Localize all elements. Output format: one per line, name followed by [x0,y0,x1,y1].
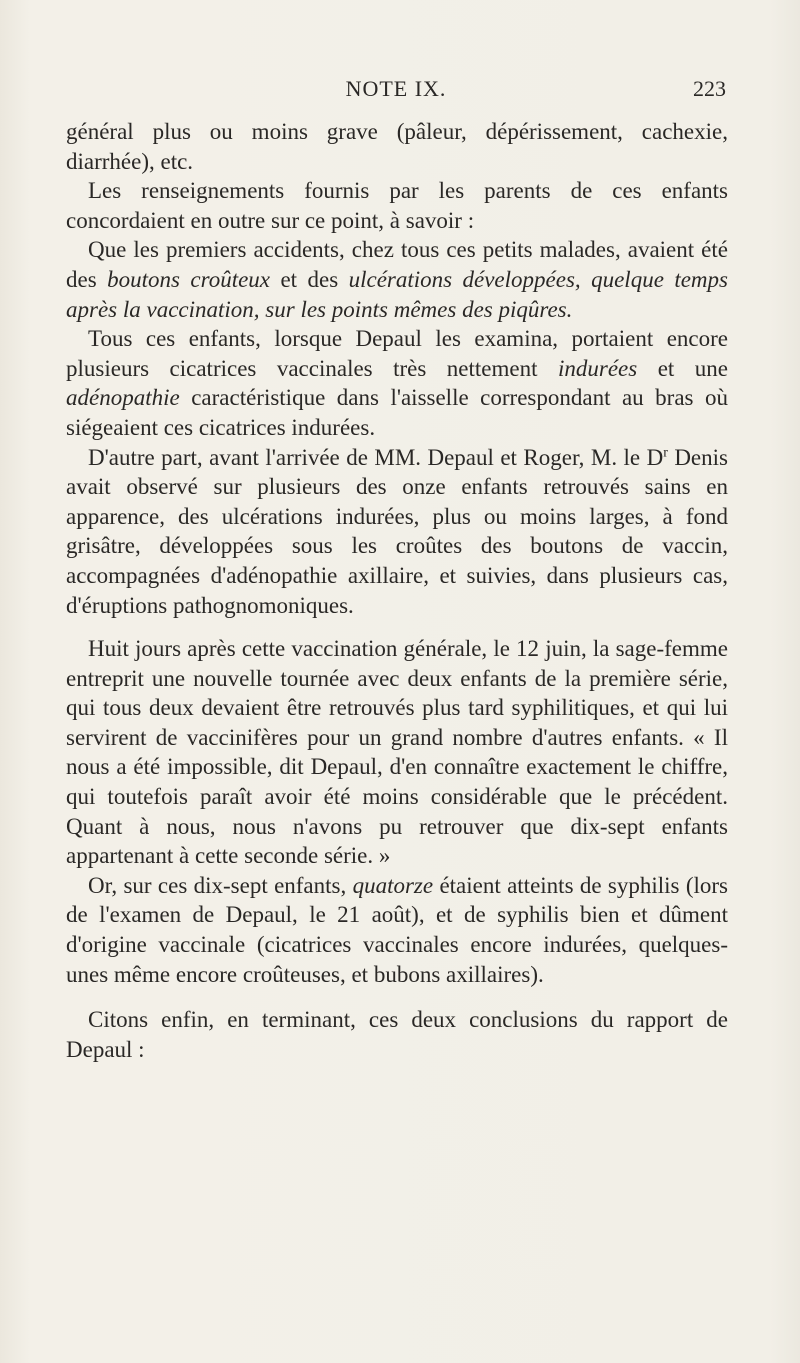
paragraph-4-italic-d: adénopathie [66,385,180,411]
paragraph-7-text-c: étaient atteints de syphilis (lors de l'examen de Depaul, le 21 août), et de syphilis bien et dûment d'origine vaccinale (cicatrices vaccinales encore indurées, quelques-unes même encore croûteuses, et bubons axillaires). [66,872,728,987]
paragraph-5-text-a: D'autre part, avant l'arrivée de MM. Depaul et Roger, M. le D [88,444,664,470]
paragraph-8: Citons enfin, en terminant, ces deux conclusions du rapport de Depaul : [66,1007,728,1062]
paragraph-7-text-a: Or, sur ces dix-sept enfants, [88,872,353,898]
paragraph-5 [66,443,728,621]
paragraph-3 [66,235,728,324]
paragraph-3-italic-d: ulcérations développées, quelque temps après la vaccination, sur les points mêmes des piqûres. [66,266,728,322]
paragraph-5-superscript: r [663,444,668,460]
page-number: 223 [693,76,726,101]
paragraph-4-text-e: caractéristique dans l'aisselle correspondant au bras où siégeaient ces cicatrices indurées. [66,385,728,440]
paragraph-5-text-b: Denis avait observé sur plusieurs des onze enfants retrouvés sains en apparence, des ulcérations indurées, plus ou moins larges, à fond grisâtre, développées sous les croûtes des boutons de vaccin, accompagnées d'adénopathie axillaire, et suivies, dans plusieurs cas, d'éruptions pathognomoniques. [66,444,728,618]
paragraph-7-italic-b: quatorze [352,872,434,898]
paragraph-4-text-a: Tous ces enfants, lorsque Depaul les examina, portaient encore plusieurs cicatrices vaccinales très nettement [66,326,728,381]
paragraph-1: général plus ou moins grave (pâleur, dépérissement, cachexie, diarrhée), etc. [66,119,728,174]
paragraph-3-italic-b: boutons croûteux [107,266,271,292]
paragraph-4-text-c: et une [637,355,728,381]
paragraph-7 [66,871,728,989]
running-head: NOTE IX. [345,76,447,101]
page-header [66,76,726,106]
paragraph-4 [66,324,728,442]
paragraph-3-text-a: Que les premiers accidents, chez tous ces petits malades, avaient été des [66,237,728,292]
paragraph-6: Huit jours après cette vaccination générale, le 12 juin, la sage-femme entreprit une nouvelle tournée avec deux enfants de la première série, qui tous deux devaient être retrouvés plus tard syphilitiques, et qui lui servirent de vaccinifères pour un grand nombre d'autres enfants. « Il nous a été impossible, dit Depaul, d'en connaître exactement le chiffre, qui toutefois paraît avoir été moins considérable que le précédent. Quant à nous, nous n'avons pu retrouver que dix-sept enfants appartenant à cette seconde série. » [66,636,728,869]
paragraph-4-italic-b: indurées [557,355,638,381]
body-text [66,117,728,1064]
paragraph-3-text-c: et des [270,266,349,292]
paragraph-2: Les renseignements fournis par les parents de ces enfants concordaient en outre sur ce point, à savoir : [66,178,728,233]
